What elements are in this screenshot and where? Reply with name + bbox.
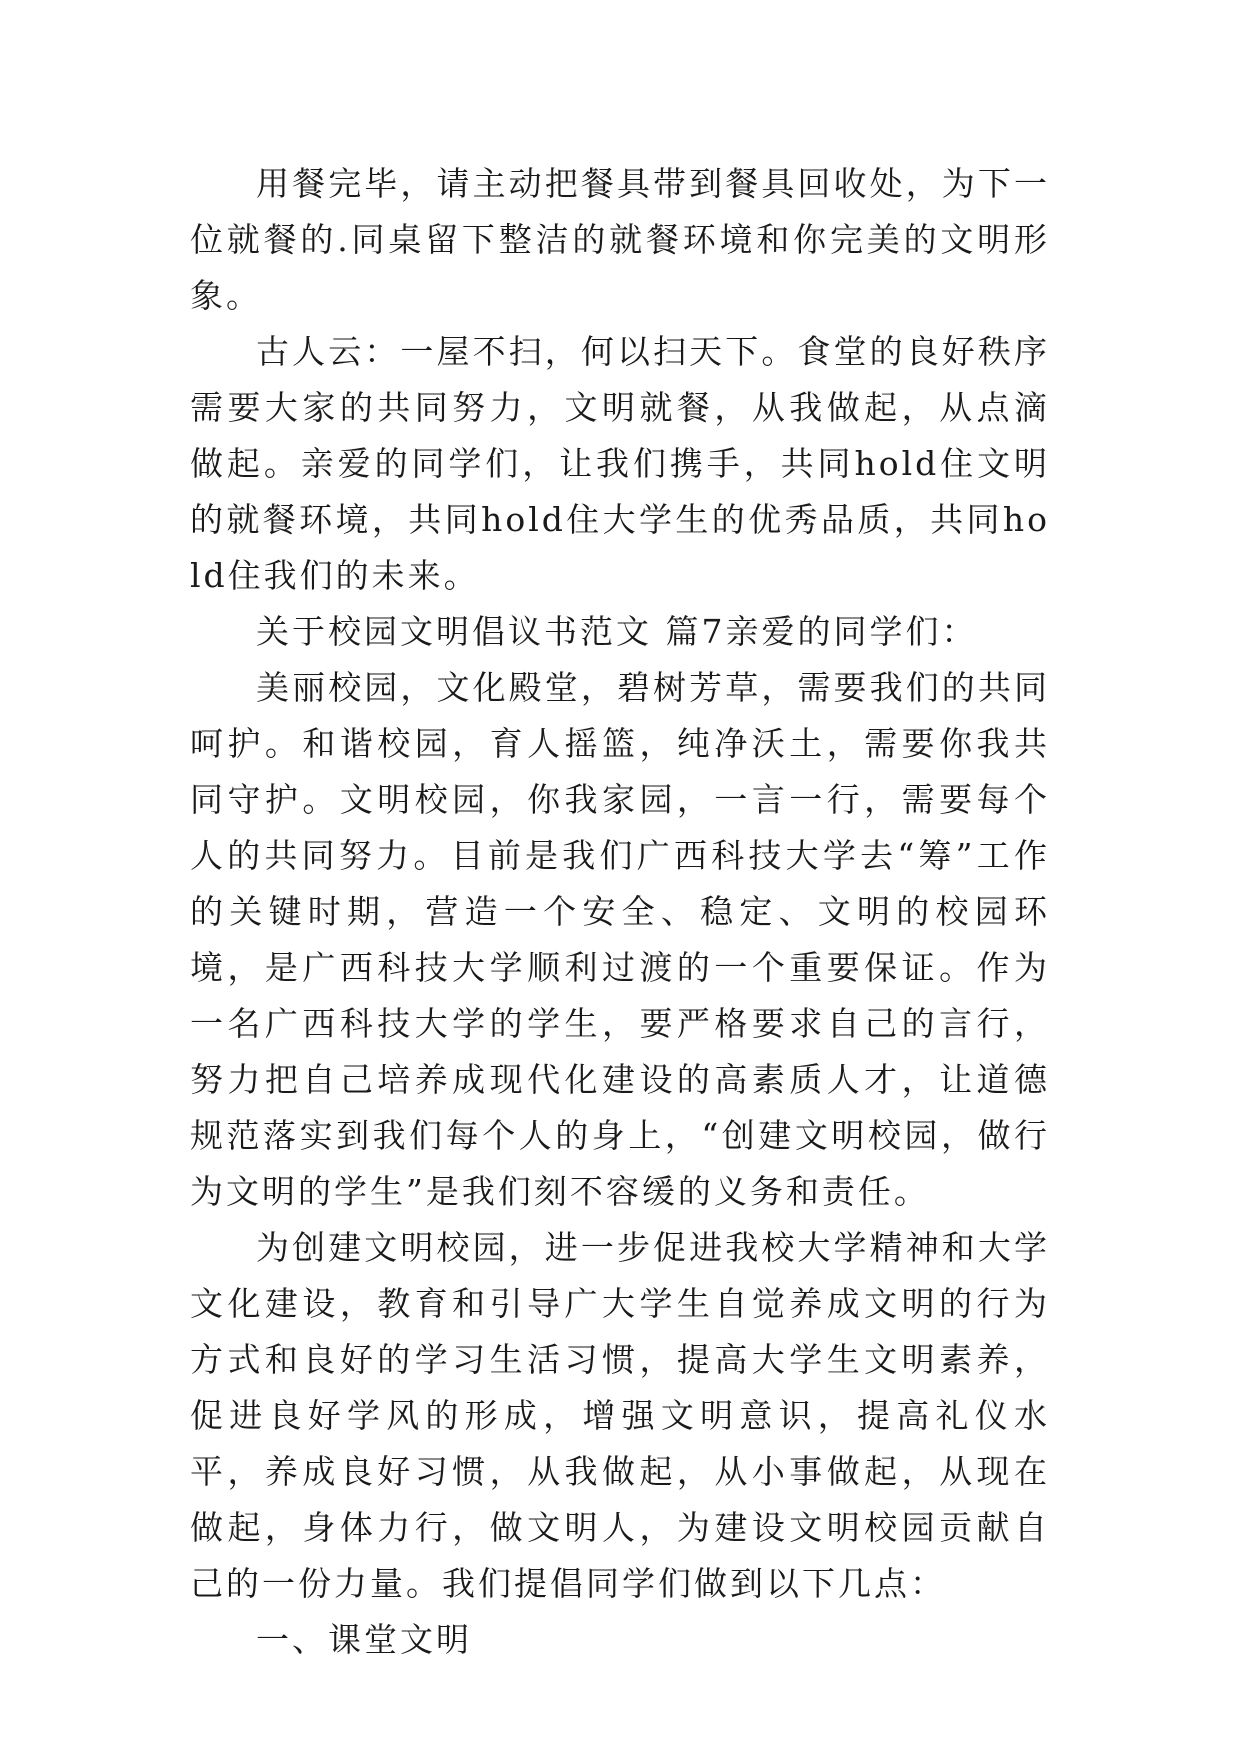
paragraph-create-civilized-campus: 为创建文明校园，进一步促进我校大学精神和大学文化建设，教育和引导广大学生自觉养成文明的行为方式和良好的学习生活习惯，提高大学生文明素养，促进良好学风的形成，增强文明意识，提高礼仪水平，养成良好习惯，从我做起，从小事做起，从现在做起，身体力行，做文明人，为建设文明校园贡献自己的一份力量。我们提倡同学们做到以下几点：	[190, 1228, 1050, 1603]
document-body	[190, 156, 1050, 1668]
paragraph-ancient-saying: 古人云：一屋不扫，何以扫天下。食堂的良好秩序需要大家的共同努力，文明就餐，从我做起，从点滴做起。亲爱的同学们，让我们携手，共同hold住文明的就餐环境，共同hold住大学生的优秀品质，共同hold住我们的未来。	[190, 332, 1050, 595]
paragraph-dining-finish: 用餐完毕，请主动把餐具带到餐具回收处，为下一位就餐的.同桌留下整洁的就餐环境和你完美的文明形象。	[190, 164, 1050, 315]
paragraph-beautiful-campus: 美丽校园，文化殿堂，碧树芳草，需要我们的共同呵护。和谐校园，育人摇篮，纯净沃土，需要你我共同守护。文明校园，你我家园，一言一行，需要每个人的共同努力。目前是我们广西科技大学去“筹”工作的关键时期，营造一个安全、稳定、文明的校园环境，是广西科技大学顺利过渡的一个重要保证。作为一名广西科技大学的学生，要严格要求自己的言行，努力把自己培养成现代化建设的高素质人才，让道德规范落实到我们每个人的身上，“创建文明校园，做行为文明的学生”是我们刻不容缓的义务和责任。	[190, 668, 1050, 1211]
paragraph-section-heading: 关于校园文明倡议书范文 篇7亲爱的同学们：	[256, 612, 978, 651]
paragraph-classroom-civility: 一、课堂文明	[256, 1620, 472, 1659]
